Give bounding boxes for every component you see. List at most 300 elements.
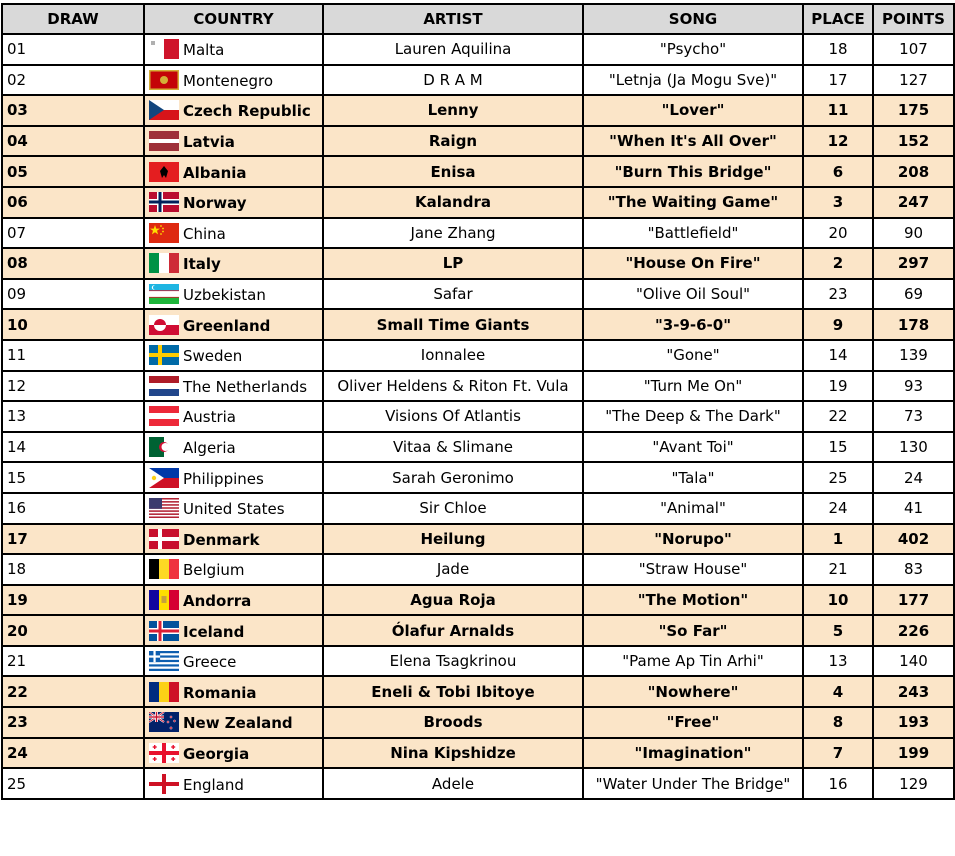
artist-cell-text: Nina Kipshidze (390, 743, 516, 762)
artist-cell-text: D R A M (423, 70, 483, 89)
artist-cell-text: Jane Zhang (410, 223, 496, 242)
artist-cell-text: Safar (433, 285, 473, 304)
table-row (2, 340, 954, 371)
place-cell (803, 401, 873, 432)
draw-cell (2, 615, 144, 646)
draw-cell (2, 279, 144, 310)
points-cell-text: 90 (903, 223, 924, 242)
song-cell (583, 462, 803, 493)
draw-cell (2, 646, 144, 677)
country-name: Andorra (183, 591, 252, 610)
points-cell-text: 140 (899, 652, 928, 671)
points-cell (873, 493, 954, 524)
points-cell-text: 178 (897, 315, 930, 334)
place-cell (803, 309, 873, 340)
points-cell (873, 65, 954, 96)
country-cell (144, 34, 323, 65)
artist-cell-text: LP (442, 254, 464, 273)
song-cell-text: "So Far" (658, 621, 728, 640)
place-cell (803, 156, 873, 187)
song-cell (583, 65, 803, 96)
points-cell (873, 401, 954, 432)
country-cell (144, 615, 323, 646)
country-name: New Zealand (183, 714, 293, 733)
country-cell (144, 218, 323, 249)
greece-flag-icon (149, 651, 179, 671)
artist-cell (323, 646, 583, 677)
place-cell-text: 11 (827, 101, 849, 120)
song-cell (583, 187, 803, 218)
place-cell (803, 768, 873, 799)
artist-cell-text: Adele (431, 774, 475, 793)
country-name: Georgia (183, 744, 250, 763)
place-cell (803, 65, 873, 96)
results-table (1, 3, 955, 800)
draw-cell-text: 13 (7, 407, 27, 426)
country-name: Latvia (183, 133, 235, 152)
draw-cell-text: 17 (7, 529, 28, 548)
italy-flag-icon (149, 253, 179, 273)
artist-cell (323, 65, 583, 96)
country-name: Austria (183, 408, 236, 427)
points-cell-text: 129 (899, 774, 928, 793)
latvia-flag-icon (149, 131, 179, 151)
place-cell (803, 676, 873, 707)
song-cell (583, 646, 803, 677)
place-cell-text: 15 (828, 438, 848, 457)
song-cell-text: "Turn Me On" (643, 376, 743, 395)
artist-cell (323, 462, 583, 493)
draw-cell-text: 09 (7, 285, 27, 304)
artist-cell-text: Lenny (427, 101, 479, 120)
place-cell-text: 22 (828, 407, 848, 426)
points-cell-text: 83 (903, 560, 924, 579)
country-name: Norway (183, 194, 247, 213)
artist-cell (323, 676, 583, 707)
draw-cell-text: 04 (7, 132, 28, 151)
place-cell-text: 7 (832, 743, 844, 762)
country-cell (144, 156, 323, 187)
points-cell (873, 95, 954, 126)
points-cell-text: 177 (897, 590, 930, 609)
draw-cell (2, 187, 144, 218)
draw-cell (2, 585, 144, 616)
country-cell (144, 462, 323, 493)
table-row (2, 432, 954, 463)
header-place: PLACE (803, 4, 873, 34)
artist-cell-text: Sir Chloe (419, 499, 487, 518)
draw-cell (2, 65, 144, 96)
song-cell (583, 615, 803, 646)
country-cell (144, 279, 323, 310)
points-cell-text: 402 (897, 529, 930, 548)
place-cell-text: 9 (832, 315, 844, 334)
table-row (2, 187, 954, 218)
points-cell-text: 69 (903, 285, 924, 304)
table-row (2, 646, 954, 677)
points-cell (873, 707, 954, 738)
song-cell (583, 248, 803, 279)
draw-cell-text: 12 (7, 376, 27, 395)
place-cell (803, 248, 873, 279)
table-row (2, 65, 954, 96)
points-cell (873, 248, 954, 279)
draw-cell (2, 126, 144, 157)
place-cell-text: 23 (828, 285, 848, 304)
points-cell-text: 297 (897, 254, 930, 273)
song-cell-text: "Pame Ap Tin Arhi" (622, 652, 764, 671)
song-cell (583, 156, 803, 187)
points-cell (873, 585, 954, 616)
artist-cell-text: Vitaa & Slimane (393, 438, 513, 457)
points-cell-text: 139 (899, 346, 928, 365)
artist-cell-text: Enisa (430, 162, 476, 181)
netherlands-flag-icon (149, 376, 179, 396)
song-cell-text: "Letnja (Ja Mogu Sve)" (608, 70, 778, 89)
artist-cell-text: Jade (436, 560, 470, 579)
song-cell (583, 707, 803, 738)
new-zealand-flag-icon (149, 712, 179, 732)
points-cell-text: 193 (897, 713, 930, 732)
place-cell-text: 21 (828, 560, 848, 579)
table-row (2, 34, 954, 65)
place-cell-text: 14 (828, 346, 848, 365)
song-cell-text: "Burn This Bridge" (614, 162, 772, 181)
country-cell (144, 646, 323, 677)
place-cell-text: 17 (828, 70, 848, 89)
header-country: COUNTRY (144, 4, 323, 34)
song-cell-text: "Free" (666, 713, 720, 732)
czech-flag-icon (149, 100, 179, 120)
points-cell (873, 187, 954, 218)
points-cell-text: 107 (899, 40, 928, 59)
points-cell (873, 768, 954, 799)
song-cell-text: "Water Under The Bridge" (595, 774, 791, 793)
artist-cell-text: Lauren Aquilina (394, 40, 512, 59)
points-cell-text: 24 (903, 468, 924, 487)
place-cell (803, 707, 873, 738)
song-cell-text: "Imagination" (634, 743, 752, 762)
points-cell-text: 247 (897, 193, 930, 212)
draw-cell-text: 16 (7, 499, 27, 518)
points-cell (873, 156, 954, 187)
draw-cell-text: 23 (7, 713, 28, 732)
points-cell (873, 34, 954, 65)
country-cell (144, 95, 323, 126)
song-cell (583, 95, 803, 126)
points-cell-text: 41 (903, 499, 924, 518)
draw-cell-text: 01 (7, 40, 27, 59)
artist-cell (323, 768, 583, 799)
points-cell (873, 738, 954, 769)
artist-cell-text: Heilung (420, 529, 486, 548)
draw-cell-text: 24 (7, 743, 28, 762)
table-row (2, 707, 954, 738)
place-cell (803, 187, 873, 218)
place-cell-text: 19 (828, 376, 848, 395)
points-cell (873, 676, 954, 707)
draw-cell-text: 06 (7, 193, 28, 212)
header-points: POINTS (873, 4, 954, 34)
table-row (2, 585, 954, 616)
artist-cell-text: Raign (428, 132, 478, 151)
draw-cell-text: 21 (7, 652, 27, 671)
artist-cell (323, 401, 583, 432)
place-cell (803, 524, 873, 555)
points-cell-text: 73 (903, 407, 924, 426)
country-cell (144, 676, 323, 707)
country-name: Czech Republic (183, 102, 311, 121)
table-row (2, 462, 954, 493)
draw-cell-text: 08 (7, 254, 28, 273)
country-cell (144, 768, 323, 799)
song-cell-text: "Avant Toi" (652, 438, 734, 457)
artist-cell-text: Elena Tsagkrinou (389, 652, 517, 671)
sweden-flag-icon (149, 345, 179, 365)
place-cell-text: 10 (827, 590, 849, 609)
points-cell (873, 646, 954, 677)
table-row (2, 524, 954, 555)
place-cell-text: 5 (832, 621, 844, 640)
country-name: Romania (183, 683, 257, 702)
draw-cell (2, 371, 144, 402)
country-name: Belgium (183, 561, 245, 580)
country-cell (144, 309, 323, 340)
country-cell (144, 738, 323, 769)
draw-cell (2, 707, 144, 738)
table-row (2, 738, 954, 769)
norway-flag-icon (149, 192, 179, 212)
country-name: Denmark (183, 530, 260, 549)
country-name: Iceland (183, 622, 245, 641)
country-name: Philippines (183, 469, 264, 488)
country-name: Albania (183, 163, 247, 182)
table-body (2, 34, 954, 799)
table-row (2, 156, 954, 187)
table-row (2, 615, 954, 646)
points-cell (873, 126, 954, 157)
table-row (2, 493, 954, 524)
draw-cell (2, 738, 144, 769)
draw-cell-text: 25 (7, 774, 27, 793)
place-cell (803, 95, 873, 126)
points-cell-text: 208 (897, 162, 930, 181)
song-cell-text: "Straw House" (638, 560, 748, 579)
points-cell-text: 199 (897, 743, 930, 762)
table-row (2, 554, 954, 585)
place-cell-text: 12 (827, 132, 849, 151)
artist-cell-text: Oliver Heldens & Riton Ft. Vula (337, 376, 569, 395)
song-cell-text: "The Motion" (637, 590, 749, 609)
country-name: England (183, 775, 244, 794)
table-row (2, 126, 954, 157)
draw-cell (2, 340, 144, 371)
country-cell (144, 248, 323, 279)
greenland-flag-icon (149, 315, 179, 335)
song-cell-text: "House On Fire" (625, 254, 761, 273)
albania-flag-icon (149, 162, 179, 182)
draw-cell-text: 19 (7, 590, 28, 609)
place-cell-text: 6 (832, 162, 844, 181)
algeria-flag-icon (149, 437, 179, 457)
draw-cell-text: 14 (7, 438, 27, 457)
draw-cell (2, 768, 144, 799)
artist-cell (323, 279, 583, 310)
points-cell (873, 371, 954, 402)
england-flag-icon (149, 774, 179, 794)
points-cell (873, 309, 954, 340)
points-cell (873, 432, 954, 463)
song-cell (583, 432, 803, 463)
song-cell (583, 126, 803, 157)
place-cell-text: 1 (832, 529, 844, 548)
place-cell (803, 126, 873, 157)
song-cell (583, 401, 803, 432)
table-row (2, 676, 954, 707)
georgia-flag-icon (149, 743, 179, 763)
usa-flag-icon (149, 498, 179, 518)
table-row (2, 218, 954, 249)
points-cell (873, 524, 954, 555)
artist-cell (323, 493, 583, 524)
place-cell (803, 462, 873, 493)
place-cell (803, 432, 873, 463)
draw-cell (2, 524, 144, 555)
song-cell (583, 493, 803, 524)
draw-cell-text: 15 (7, 468, 27, 487)
draw-cell-text: 05 (7, 162, 28, 181)
artist-cell-text: Ólafur Arnalds (391, 621, 515, 640)
place-cell (803, 615, 873, 646)
draw-cell-text: 22 (7, 682, 28, 701)
points-cell-text: 243 (897, 682, 930, 701)
draw-cell (2, 432, 144, 463)
song-cell (583, 554, 803, 585)
draw-cell (2, 309, 144, 340)
country-name: Malta (183, 41, 225, 60)
country-cell (144, 187, 323, 218)
iceland-flag-icon (149, 621, 179, 641)
country-cell (144, 371, 323, 402)
song-cell-text: "Gone" (666, 346, 720, 365)
table-row (2, 371, 954, 402)
artist-cell (323, 707, 583, 738)
artist-cell-text: Visions Of Atlantis (385, 407, 521, 426)
artist-cell (323, 187, 583, 218)
song-cell (583, 371, 803, 402)
header-artist: ARTIST (323, 4, 583, 34)
draw-cell-text: 11 (7, 346, 27, 365)
andorra-flag-icon (149, 590, 179, 610)
romania-flag-icon (149, 682, 179, 702)
country-name: Uzbekistan (183, 286, 266, 305)
header-draw: DRAW (2, 4, 144, 34)
song-cell-text: "Tala" (671, 468, 715, 487)
place-cell (803, 738, 873, 769)
song-cell-text: "Animal" (660, 499, 726, 518)
country-cell (144, 493, 323, 524)
country-name: Greece (183, 653, 237, 672)
artist-cell-text: Broods (423, 713, 483, 732)
song-cell (583, 340, 803, 371)
song-cell-text: "3-9-6-0" (654, 315, 732, 334)
place-cell-text: 25 (828, 468, 848, 487)
artist-cell-text: Agua Roja (410, 590, 496, 609)
country-name: Sweden (183, 347, 243, 366)
place-cell (803, 493, 873, 524)
place-cell-text: 13 (828, 652, 848, 671)
country-name: United States (183, 500, 285, 519)
country-cell (144, 524, 323, 555)
table-row (2, 248, 954, 279)
song-cell-text: "Olive Oil Soul" (635, 285, 751, 304)
denmark-flag-icon (149, 529, 179, 549)
place-cell (803, 646, 873, 677)
artist-cell (323, 95, 583, 126)
song-cell-text: "Psycho" (659, 40, 727, 59)
points-cell-text: 226 (897, 621, 930, 640)
place-cell-text: 2 (832, 254, 844, 273)
song-cell-text: "The Waiting Game" (607, 193, 779, 212)
country-cell (144, 65, 323, 96)
table-row (2, 309, 954, 340)
artist-cell (323, 126, 583, 157)
artist-cell (323, 371, 583, 402)
song-cell (583, 309, 803, 340)
place-cell (803, 371, 873, 402)
artist-cell (323, 738, 583, 769)
artist-cell (323, 218, 583, 249)
country-cell (144, 707, 323, 738)
country-name: Greenland (183, 316, 271, 335)
uzbekistan-flag-icon (149, 284, 179, 304)
place-cell-text: 8 (832, 713, 844, 732)
draw-cell (2, 248, 144, 279)
place-cell-text: 16 (828, 774, 848, 793)
draw-cell (2, 95, 144, 126)
points-cell (873, 218, 954, 249)
artist-cell (323, 554, 583, 585)
draw-cell (2, 462, 144, 493)
header-song: SONG (583, 4, 803, 34)
table-row (2, 401, 954, 432)
country-cell (144, 340, 323, 371)
country-cell (144, 554, 323, 585)
artist-cell (323, 432, 583, 463)
country-name: Italy (183, 255, 221, 274)
song-cell-text: "Lover" (661, 101, 725, 120)
draw-cell (2, 34, 144, 65)
song-cell-text: "Battlefield" (647, 223, 739, 242)
artist-cell (323, 340, 583, 371)
song-cell (583, 218, 803, 249)
place-cell (803, 279, 873, 310)
place-cell-text: 24 (828, 499, 848, 518)
artist-cell-text: Sarah Geronimo (392, 468, 514, 487)
place-cell (803, 340, 873, 371)
artist-cell-text: Kalandra (415, 193, 491, 212)
place-cell-text: 20 (828, 223, 848, 242)
song-cell-text: "The Deep & The Dark" (605, 407, 781, 426)
points-cell-text: 130 (899, 438, 928, 457)
place-cell-text: 4 (832, 682, 844, 701)
points-cell (873, 340, 954, 371)
artist-cell-text: Ionnalee (420, 346, 486, 365)
artist-cell (323, 156, 583, 187)
artist-cell (323, 524, 583, 555)
song-cell (583, 34, 803, 65)
draw-cell-text: 02 (7, 70, 27, 89)
